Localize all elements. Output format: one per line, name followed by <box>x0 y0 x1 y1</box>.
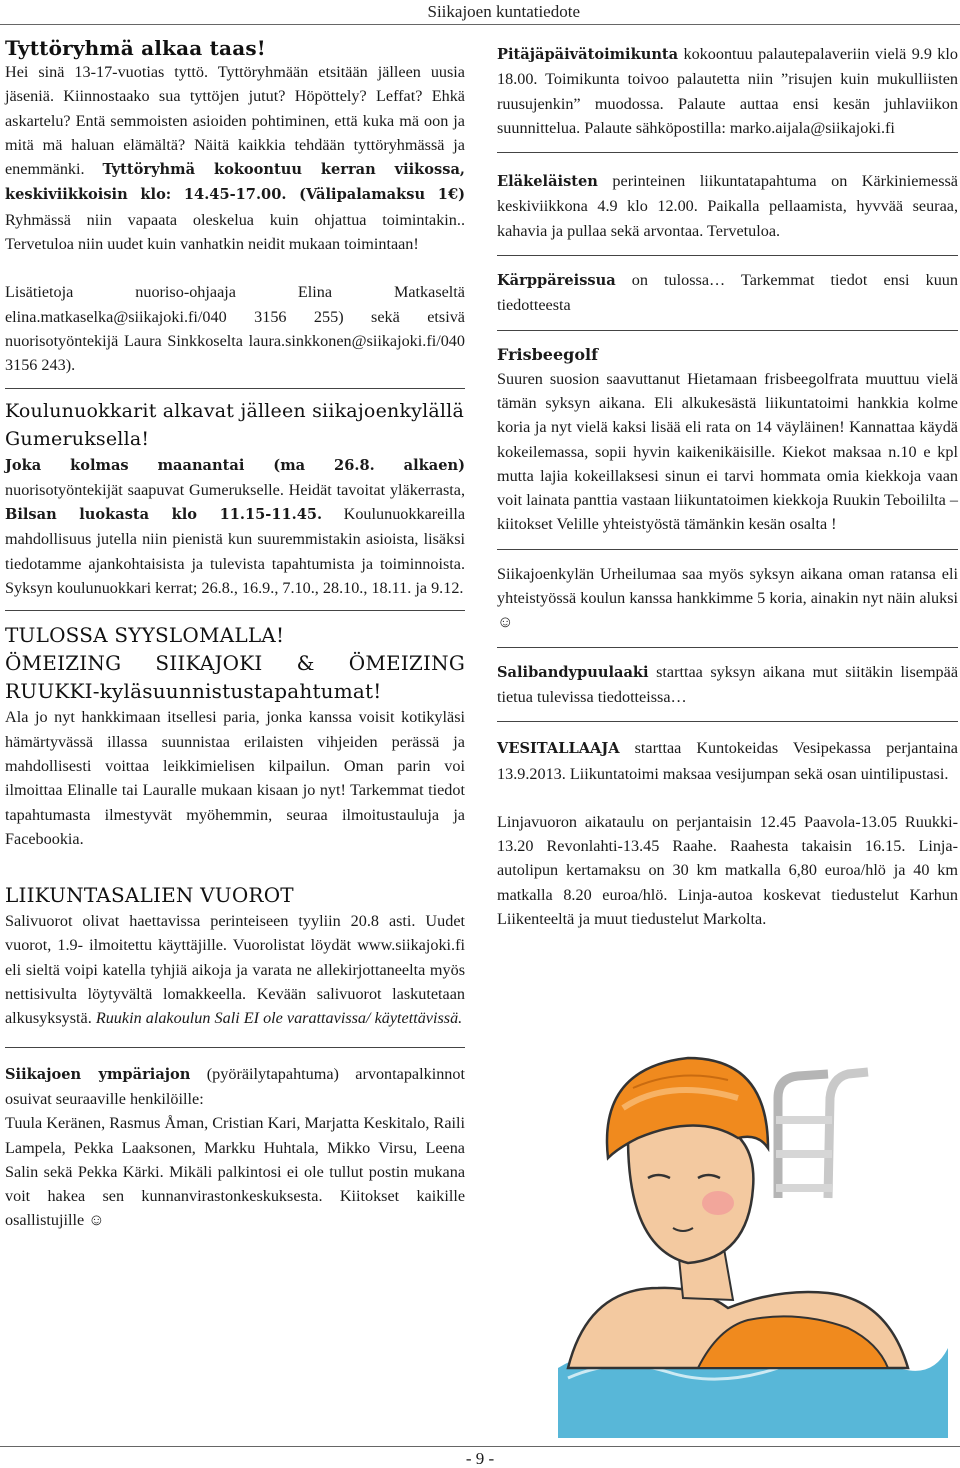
divider <box>497 330 958 331</box>
page-header: Siikajoen kuntatiedote <box>427 2 580 21</box>
face-shape <box>628 1118 753 1263</box>
section-syysloma <box>5 621 465 851</box>
section-ymparia-jo <box>5 1062 465 1233</box>
item-elakelaiset <box>497 169 958 243</box>
item-frisbeegolf <box>497 343 958 537</box>
bold-text: Salibandypuulaaki <box>497 663 649 681</box>
contact-paragraph: Lisätietoja nuoriso-ohjaaja Elina Matkaseltä elina.matkaselka@siikajoki.fi/040 3156 255) sekä etsivä nuorisotyöntekijä Laura Sinkkoselta laura.sinkkonen@siikajoki.fi/040 3156 243). <box>5 283 465 375</box>
text: starttaa syksyn aikana mut siitäkin lisempää tietua tulevissa tiedotteissa… <box>497 662 958 706</box>
paragraph <box>497 169 958 243</box>
paragraph <box>497 736 958 786</box>
paragraph <box>5 1062 465 1112</box>
text: (pyöräilytapahtuma) arvontapalkinnot osuivat seuraaville henkilöille: <box>5 1064 465 1108</box>
divider <box>497 152 958 153</box>
paragraph: Linjavuoron aikataulu on perjantaisin 12.45 Paavola-13.05 Ruukki-13.20 Revonlahti-13.45 Raahe. Raahesta takaisin 16.15. Linja-autolipun kertamaksu on 30 km matkalla 6,80 euroa/hlö ja 40 km matkalla 8.20 euroa/hlö. Linja-autoa koskevat tiedustelut Karhun Liikenteeltä ja muut tiedustelut Markolta. <box>497 812 958 929</box>
paragraph <box>5 453 465 601</box>
divider <box>497 721 958 722</box>
text: on tulossa… Tarkemmat tiedot ensi kuun tiedotteesta <box>497 271 958 315</box>
bold-text: Joka kolmas maanantai (ma 26.8. alkaen) <box>5 456 465 474</box>
text: starttaa Kuntokeidas Vesipekassa perjantaina 13.9.2013. Liikuntatoimi maksaa vesijumpan sekä osan uintilipustasi. <box>497 739 958 783</box>
cheek-shape <box>702 1191 734 1215</box>
paragraph <box>497 660 958 710</box>
item-vesitallaaja <box>497 736 958 786</box>
text: kokoontuu palautepalaveriin vielä 9.9 klo 18.00. Toimikunta toivoo palautetta niin ”risujen kuin mukulliisten ruusujenkin” muodossa. Palaute auttaa ensi kesän juhlaviikon suunnittelua. Palaute sähköpostilla: marko.aijala@siikajoki.fi <box>497 45 958 137</box>
item-title: Frisbeegolf <box>497 344 598 364</box>
section-subtitle: ÖMEIZING SIIKAJOKI & ÖMEIZING RUUKKI-kyläsuunnistustapahtumat! <box>5 651 465 704</box>
text: Ryhmässä niin vapaata oleskelua kuin ohjattua toimintakin.. Tervetuloa niin uudet kuin vanhatkin neidit mukaan toimintaan! <box>5 210 465 254</box>
section-title: TULOSSA SYYSLOMALLA! <box>5 623 285 648</box>
ladder-shape <box>776 1072 868 1198</box>
section-liikuntasalit <box>5 881 465 1030</box>
bold-text: Bilsan luokasta klo 11.15-11.45. <box>5 506 323 524</box>
italic-text: Ruukin alakoulun Sali EI ole varattavissa/ käytettävissä. <box>91 1009 463 1028</box>
paragraph <box>5 60 465 256</box>
divider <box>497 647 958 648</box>
section-title: Koulunuokkarit alkavat jälleen siikajoenkylällä Gumeruksella! <box>5 399 464 450</box>
item-salibandy <box>497 660 958 710</box>
divider <box>5 1047 465 1048</box>
text: perinteinen liikuntatapahtuma on Kärkiniemessä keskiviikkona 4.9 klo 12.00. Paikalla pellaamista, hyvvää seuraa, kahavia ja pullaa sekä arvontaa. Tervetuloa. <box>497 172 958 240</box>
paragraph <box>497 268 958 318</box>
bold-text: Eläkeläisten <box>497 173 598 191</box>
bold-text: VESITALLAAJA <box>497 740 620 758</box>
item-karppareissu <box>497 268 958 318</box>
page-number: - 9 - <box>465 1449 495 1468</box>
text: nuorisotyöntekijät saapuvat Gumerukselle. Heidät tavoitat yläkerrasta, <box>5 480 465 499</box>
paragraph <box>497 42 958 140</box>
header-divider <box>0 24 960 25</box>
section-title: Tyttöryhmä alkaa taas! <box>5 36 266 60</box>
bold-text: Tyttöryhmä kokoontuu kerran viikossa, keskiviikkoisin klo: 14.45-17.00. (Välipalamaksu 1€) <box>5 161 466 204</box>
item-urheilumaa <box>497 562 958 635</box>
bold-text: Pitäjäpäivätoimikunta <box>497 46 679 63</box>
item-linjavuoro <box>497 810 958 931</box>
paragraph: Ala jo nyt hankkimaan itsellesi paria, jonka kanssa voisit kotikyläsi hämärtyvässä illassa suunnistaa erilaisten vihjeiden perässä ja mahdollisesti voittaa leikkimielisen kilpailun. Oman parin voi ilmoittaa Elinalle tai Lauralle mukaan kisaan jo nyt! Tarkemmat tiedot tapahtumasta ilmestyvät myöhemmin, seuraa ilmoitustauluja ja Facebookia. <box>5 708 465 848</box>
section-tyttoryhma <box>5 36 465 378</box>
swimmer-clipart-icon <box>548 1038 948 1438</box>
divider <box>5 388 465 389</box>
footer-divider <box>0 1446 960 1447</box>
section-koulunuokkarit <box>5 397 465 601</box>
winners-paragraph: Tuula Keränen, Rasmus Åman, Cristian Kari, Marjatta Keskitalo, Raili Lampela, Pekka Laaksonen, Markku Huhtala, Mikko Virsu, Leena Salin sekä Pekka Kärki. Mikäli palkintosi ei ole tullut postin mukana voit hakea sen kunnanvirastonkeskuksesta. Kiitokset kaikille osallistujille ☺ <box>5 1114 465 1230</box>
bold-text: Kärppäreissua <box>497 272 616 290</box>
bold-text: Siikajoen ympäriajon <box>5 1065 191 1083</box>
section-title: LIIKUNTASALIEN VUOROT <box>5 883 294 908</box>
divider <box>497 549 958 550</box>
divider <box>497 255 958 256</box>
divider <box>5 610 465 611</box>
paragraph: Suuren suosion saavuttanut Hietamaan frisbeegolfrata muuttuu vielä tämän syksyn aikana. Eli alkukesästä liikuntatoimi hankkia kolme koria ja nyt vielä kaksi lisää eli rata on 14 väyläinen! Kannattaa käydä kokeilemassa, sopii hyvin kaikenikäisille. Kiekot maksaa n.10 e kpl mutta lajia kokeillaksesi sinun ei tarvi hommata omia kiekkoja vaan voit lainata panttia vastaan liikuntatoimen kiekkoja Ruukin Teboililta – kiitokset Velille yhteistyöstä tämänkin kesän osalta ! <box>497 369 958 534</box>
paragraph: Siikajoenkylän Urheilumaa saa myös syksyn aikana oman ratansa eli yhteistyössä koulun kanssa hankkimme 5 koria, ainakin nyt näin aluksi ☺ <box>497 564 958 632</box>
text: Hei sinä 13-17-vuotias tyttö. Tyttöryhmään etsitään jälleen uusia jäseniä. Kiinnostaako sua tyttöjen jutut? Höpöttely? Leffat? Ehkä askartelu? Entä semmoisten asioiden pohtiminen, että kuka mä oon ja mitä mä haluan elämältä? Näitä kaikkia tehdään tyttöryhmässä ja enemmänki. <box>5 63 465 179</box>
item-pitajapaiva <box>497 42 958 140</box>
left-column <box>5 36 465 1233</box>
right-column <box>497 42 958 931</box>
text: Salivuorot olivat haettavissa perinteiseen tyyliin 20.8 asti. Uudet vuorot, 1.9- ilmoitettu käyttäjille. Vuorolistat löydät www.siikajoki.fi eli sieltä voipi katella tyhjiä aikoja ja varata ne allekirjottaneelta myös nettisivulta löytyvältä lomakkeella. Kevään salivuorot laskutetaan alkusyksystä. <box>5 912 465 1028</box>
text: Koulunuokkareilla mahdollisuus jutella niin pienistä kun suuremmistakin asioista, lisäksi tiedotamme ajankohtaisista ja tulevista tapahtumista ja toiminnoista. Syksyn koulunuokkari kerrat; 26.8., 16.9., 7.10., 28.10., 18.11. ja 9.12. <box>5 505 466 598</box>
paragraph <box>5 909 465 1030</box>
